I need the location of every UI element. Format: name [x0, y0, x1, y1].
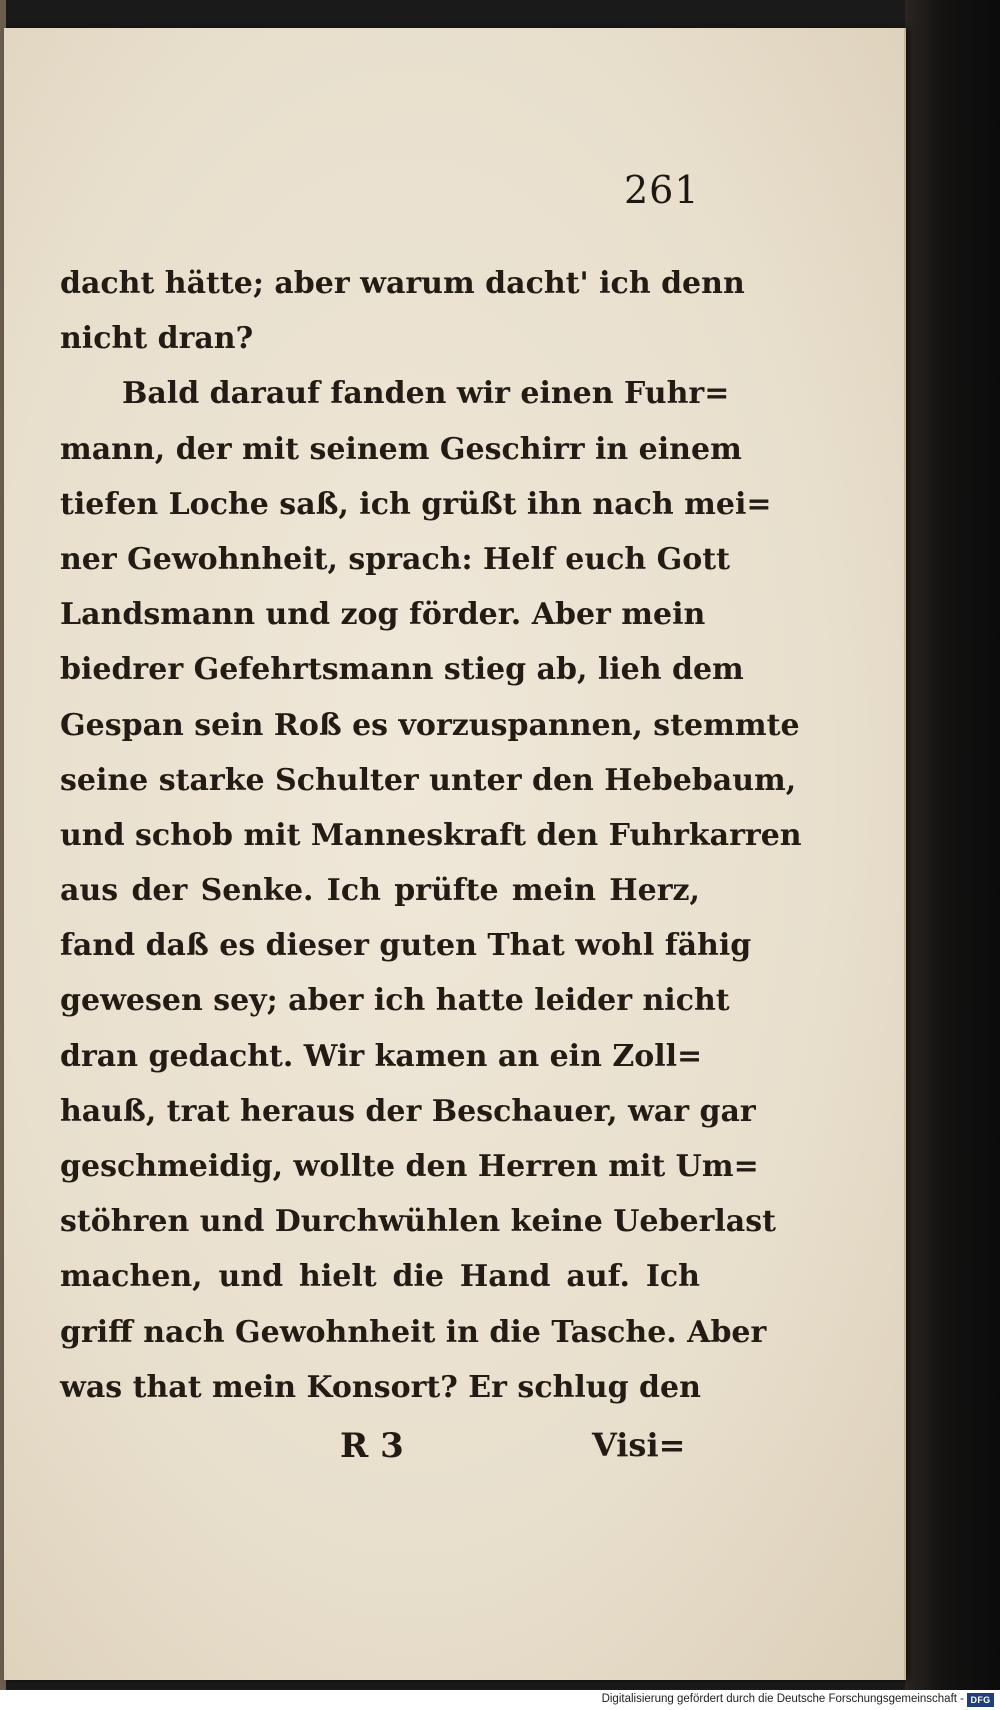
dfg-logo-icon: DFG — [967, 1693, 994, 1707]
text-line-9: Gespan sein Roß es vorzuspannen, stemmte — [60, 707, 800, 743]
text-line-18: stöhren und Durchwühlen keine Ueberlast — [60, 1204, 776, 1240]
page-number: 261 — [624, 168, 700, 212]
text-line-12: aus der Senke. Ich prüfte mein Herz, — [60, 873, 700, 909]
funding-credit: Digitalisierung gefördert durch die Deutsche Forschungsgemeinschaft - — [601, 1693, 964, 1705]
text-line-10: seine starke Schulter unter den Hebebaum, — [60, 762, 797, 798]
text-line-5: tiefen Loche saß, ich grüßt ihn nach mei= — [60, 486, 772, 522]
text-line-15: dran gedacht. Wir kamen an ein Zoll= — [60, 1038, 703, 1074]
text-line-13: fand daß es dieser guten That wohl fähig — [60, 928, 752, 964]
text-line-4: mann, der mit seinem Geschirr in einem — [60, 431, 742, 467]
text-line-8: biedrer Gefehrtsmann stieg ab, lieh dem — [60, 652, 744, 688]
text-line-17: geschmeidig, wollte den Herren mit Um= — [60, 1149, 759, 1184]
body-text — [60, 256, 802, 1415]
text-line-2: nicht dran? — [60, 321, 254, 357]
text-line-1: dacht hätte; aber warum dacht' ich denn — [60, 266, 745, 301]
scan-background — [905, 0, 1000, 1690]
text-line-16: hauß, trat heraus der Beschauer, war gar — [60, 1093, 756, 1129]
catchword: Visi= — [592, 1426, 686, 1464]
text-line-21: was that mein Konsort? Er schlug den — [60, 1369, 701, 1405]
text-line-7: Landsmann und zog förder. Aber mein — [60, 597, 706, 633]
signature-mark: R 3 — [340, 1426, 404, 1466]
text-line-14: gewesen sey; aber ich hatte leider nicht — [60, 983, 730, 1019]
text-line-20: griff nach Gewohnheit in die Tasche. Aber — [60, 1314, 767, 1350]
text-line-19: machen, und hielt die Hand auf. Ich — [60, 1259, 700, 1295]
text-line-3: Bald darauf fanden wir einen Fuhr= — [122, 376, 730, 412]
book-page — [4, 28, 906, 1680]
digitization-footer — [0, 1690, 1000, 1710]
text-line-6: ner Gewohnheit, sprach: Helf euch Gott — [60, 541, 731, 577]
text-line-11: und schob mit Manneskraft den Fuhrkarren — [60, 817, 802, 853]
